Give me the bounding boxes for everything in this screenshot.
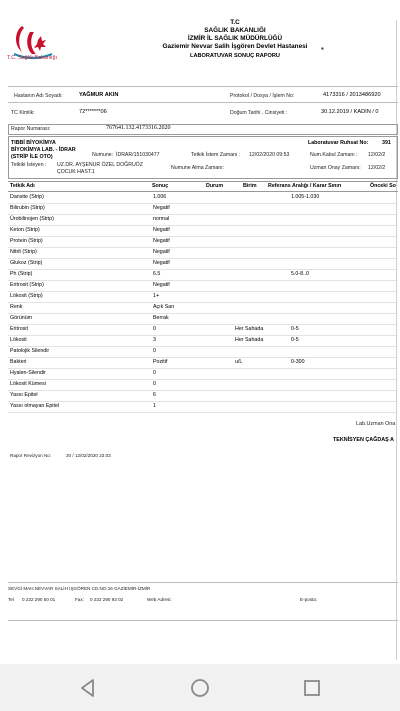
protocol-label: Protokol / Dosya / İşlem No:: [230, 93, 295, 99]
unit-cell: Her Sahada: [235, 326, 264, 332]
test-name-cell: Ph (Strip): [10, 271, 33, 277]
test-name-cell: Protein (Strip): [10, 238, 43, 244]
reference-cell: 5.0-8..0: [291, 271, 309, 277]
result-cell: Negatif: [153, 205, 170, 211]
accept-time-value: 12/02/2: [368, 152, 386, 158]
result-cell: Negatif: [153, 282, 170, 288]
accept-time-label: Num.Kabul Zamanı :: [310, 152, 358, 158]
reference-cell: 0-5: [291, 337, 299, 343]
test-name-cell: Lökosit: [10, 337, 27, 343]
permit-value: 391: [382, 140, 391, 146]
footer-web-label: Web Adresi:: [147, 597, 172, 602]
result-cell: Negatif: [153, 249, 170, 255]
result-cell: Açık Sarı: [153, 304, 175, 310]
test-name-cell: Eritrosit (Strip): [10, 282, 44, 288]
request-time-label: Tetkik İstem Zamanı :: [191, 152, 241, 158]
unit-cell: u/L: [235, 359, 243, 365]
result-cell: normal: [153, 216, 170, 222]
unit-cell: Her Sahada: [235, 337, 264, 343]
result-cell: 3: [153, 337, 156, 343]
footer-address: SEVGİ MAH.NEVVAR SALİH İŞGÖREN CD.NO:16 GAZİEMİR-İZMİR: [8, 586, 151, 591]
test-name-cell: Nitrit (Strip): [10, 249, 37, 255]
tc-value: 72*******06: [79, 109, 107, 115]
col-header-reference: Referans Aralığı / Karar Sınırı: [268, 183, 342, 189]
patient-name-label: Hastanın Adı Soyadı:: [14, 93, 63, 99]
table-row: [8, 401, 398, 413]
request-time-value: 12/02/2020 09:53: [249, 152, 290, 158]
col-header-test: Tetkik Adı: [10, 183, 35, 189]
test-name-cell: Glukoz (Strip): [10, 260, 43, 266]
requester-label: Tetkiki İsteyen :: [11, 162, 47, 168]
result-cell: 0: [153, 348, 156, 354]
reference-cell: 0-5: [291, 326, 299, 332]
header-ministry: SAĞLIK BAKANLIĞI: [204, 27, 266, 34]
header-report-title: LABORATUVAR SONUÇ RAPORU: [190, 53, 280, 59]
test-name-cell: Bakteri: [10, 359, 27, 365]
dob-label: Doğum Tarihi , Cinsiyeti :: [230, 110, 288, 116]
col-header-previous: Önceki So: [370, 183, 396, 189]
report-number-box: [8, 124, 398, 135]
header-hospital: Gaziemir Nevvar Salih İşgören Devlet Hastanesi: [162, 43, 308, 50]
footer-bottom-divider: [8, 620, 398, 621]
result-cell: Negatif: [153, 227, 170, 233]
logo-caption: T.C. Sağlık Bakanlığı: [7, 55, 58, 61]
technician-signature: TEKNİSYEN ÇAĞDAŞ A: [333, 437, 394, 443]
footer-fax-value: 0 232 290 93 02: [90, 597, 124, 602]
test-name-cell: Patolojik Silendir: [10, 348, 50, 354]
result-cell: 0: [153, 326, 156, 332]
col-header-result: Sonuç: [152, 183, 169, 189]
result-cell: Negatif: [153, 238, 170, 244]
report-number-label: Rapor Numarası:: [11, 126, 51, 132]
reference-cell: 0-300: [291, 359, 305, 365]
system-navigation-bar: [0, 664, 400, 711]
department-name: TIBBİ BİYOKİMYA: [11, 140, 56, 146]
result-cell: 1: [153, 403, 156, 409]
test-name-cell: Görünüm: [10, 315, 33, 321]
approve-time-value: 12/02/2: [368, 165, 386, 171]
footer-fax-label: Fax:: [75, 597, 84, 602]
table-top-border: [8, 181, 398, 182]
test-name-cell: Bilirubin (Strip): [10, 205, 45, 211]
back-icon[interactable]: [78, 678, 98, 698]
divider: [8, 86, 398, 87]
test-name-cell: Renk: [10, 304, 23, 310]
patient-name-value: YAĞMUR AKIN: [79, 92, 119, 98]
recents-icon[interactable]: [302, 678, 322, 698]
department-sub-1: BİYOKİMYA LAB. - İDRAR: [11, 147, 76, 153]
header-directorate: İZMİR İL SAĞLIK MÜDÜRLÜĞÜ: [187, 35, 283, 42]
requester-department: ÇOCUK HAST.1: [57, 169, 95, 175]
result-cell: 1.006: [153, 194, 167, 200]
approve-time-label: Uzman Onay Zamanı:: [310, 165, 361, 171]
test-name-cell: Lökosit Kümesi: [10, 381, 46, 387]
col-header-status: Durum: [206, 183, 224, 189]
sample-label: Numune:: [92, 152, 114, 158]
decorative-mark-icon: ▪: [321, 44, 324, 53]
header-tc: T.C: [230, 19, 240, 26]
revision-label: Rapor Revizyon No:: [10, 453, 52, 458]
test-name-cell: Dansite (Strip): [10, 194, 44, 200]
permit-label: Laboratuvar Ruhsat No:: [308, 140, 369, 146]
dob-value: 30.12.2019 / KADIN / 0: [321, 109, 379, 115]
department-sub-2: (STRİP İLE OTO): [11, 154, 53, 160]
home-icon[interactable]: [190, 678, 210, 698]
test-name-cell: Eritrosit: [10, 326, 28, 332]
protocol-value: 4173316 / 2013486920: [323, 92, 381, 98]
test-name-cell: Hyalen-Silendir: [10, 370, 46, 376]
reference-cell: 1.005-1.030: [291, 194, 320, 200]
result-cell: 0: [153, 370, 156, 376]
footer-email-label: E-posta:: [300, 597, 318, 602]
result-cell: Berrak: [153, 315, 169, 321]
divider: [8, 102, 398, 103]
test-name-cell: Keton (Strip): [10, 227, 40, 233]
result-cell: Pozitif: [153, 359, 168, 365]
result-cell: 6: [153, 392, 156, 398]
result-cell: 1+: [153, 293, 160, 299]
requester-doctor: UZ.DR. AYŞENUR ÖZEL DOĞRUÖZ: [57, 162, 143, 168]
sample-value: İDRAR/151030477: [116, 152, 160, 158]
report-number-value: 767641.132.4173316.2020: [106, 125, 171, 131]
result-cell: 6.5: [153, 271, 161, 277]
col-header-unit: Birim: [243, 183, 257, 189]
test-name-cell: Yassı olmayan Epitel: [10, 403, 60, 409]
tc-label: TC Kimlik:: [11, 110, 35, 116]
footer-tel-value: 0 232 290 50 01: [22, 597, 56, 602]
test-name-cell: Ürobilinojen (Strip): [10, 216, 54, 222]
approver-signature: Lab.Uzman Ona: [356, 421, 396, 427]
test-name-cell: Lökosit (Strip): [10, 293, 43, 299]
test-name-cell: Yassı Epitel: [10, 392, 38, 398]
footer-divider: [8, 582, 398, 583]
result-cell: Negatif: [153, 260, 170, 266]
sample-time-label: Numune Alma Zamanı:: [171, 165, 225, 171]
result-cell: 0: [153, 381, 156, 387]
footer-tel-label: Tel: [8, 597, 14, 602]
revision-value: 20 / 12/02/2020 23:03: [66, 453, 111, 458]
